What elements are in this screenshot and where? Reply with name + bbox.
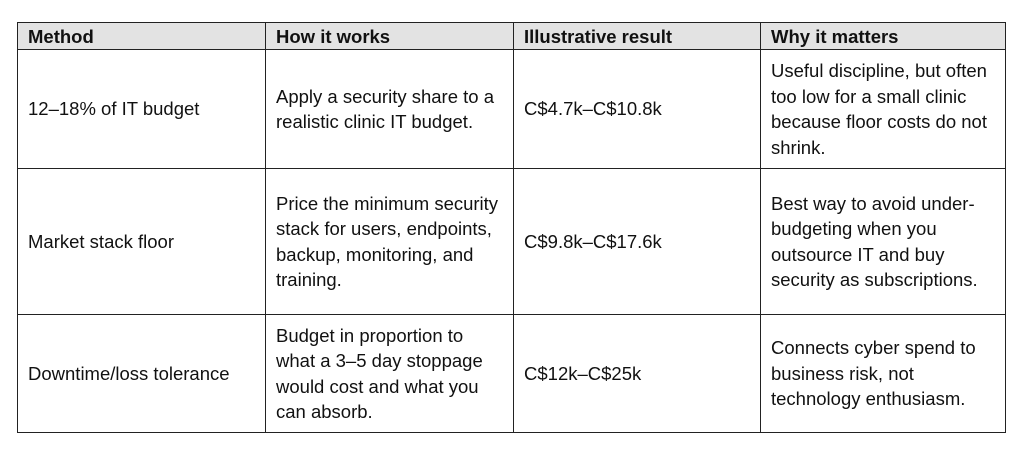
table-header-row: [18, 23, 1006, 50]
why-it-matters-cell: Best way to avoid under-budgeting when you outsource IT and buy security as subscriptions.: [761, 169, 1006, 315]
method-cell: Downtime/loss tolerance: [18, 315, 266, 433]
how-it-works-cell: Budget in proportion to what a 3–5 day stoppage would cost and what you can absorb.: [266, 315, 514, 433]
column-header-how-it-works: How it works: [266, 23, 514, 50]
budget-methods-table: [17, 22, 1006, 433]
illustrative-result-cell: C$12k–C$25k: [514, 315, 761, 433]
column-header-method: Method: [18, 23, 266, 50]
illustrative-result-cell: C$9.8k–C$17.6k: [514, 169, 761, 315]
method-cell: 12–18% of IT budget: [18, 50, 266, 169]
why-it-matters-cell: Connects cyber spend to business risk, not technology enthusiasm.: [761, 315, 1006, 433]
column-header-illustrative-result: Illustrative result: [514, 23, 761, 50]
column-header-why-it-matters: Why it matters: [761, 23, 1006, 50]
table-row: [18, 315, 1006, 433]
how-it-works-cell: Apply a security share to a realistic clinic IT budget.: [266, 50, 514, 169]
table-row: [18, 50, 1006, 169]
table-row: [18, 169, 1006, 315]
method-cell: Market stack floor: [18, 169, 266, 315]
how-it-works-cell: Price the minimum security stack for users, endpoints, backup, monitoring, and training.: [266, 169, 514, 315]
illustrative-result-cell: C$4.7k–C$10.8k: [514, 50, 761, 169]
why-it-matters-cell: Useful discipline, but often too low for a small clinic because floor costs do not shrink.: [761, 50, 1006, 169]
